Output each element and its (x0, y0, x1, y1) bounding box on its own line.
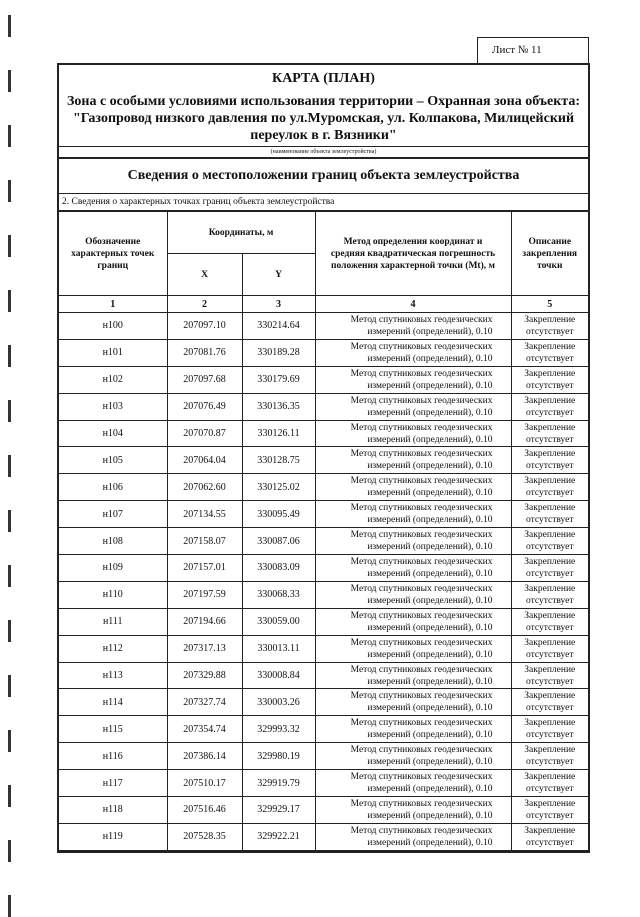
description-line: отсутствует (525, 380, 574, 391)
binding-mark (8, 345, 11, 367)
description-line: отсутствует (525, 649, 574, 660)
description-line: Закрепление (524, 718, 576, 729)
description-cell (511, 608, 588, 635)
method-cell (315, 581, 511, 608)
object-caption: (наименование объекта землеустройства) (59, 146, 588, 159)
description-cell (511, 474, 588, 501)
table-row (59, 823, 588, 850)
coord-y: 330068.33 (242, 581, 315, 608)
method-line: Метод спутниковых геодезических (350, 341, 493, 352)
table-row (59, 339, 588, 366)
binding-mark (8, 15, 11, 37)
method-cell (315, 770, 511, 797)
description-line: Закрепление (524, 503, 576, 514)
method-cell (315, 528, 511, 555)
description-line: отсутствует (525, 326, 574, 337)
table-row (59, 474, 588, 501)
document-title: КАРТА (ПЛАН) (272, 71, 375, 86)
coord-y: 330008.84 (242, 662, 315, 689)
method-cell (315, 339, 511, 366)
method-line: измерений (определений), 0.10 (367, 515, 493, 526)
binding-mark (8, 510, 11, 532)
description-cell (511, 770, 588, 797)
method-line: Метод спутниковых геодезических (350, 798, 493, 809)
header-x: X (167, 254, 242, 296)
description-line: Закрепление (524, 664, 576, 675)
description-cell (511, 339, 588, 366)
point-id: н109 (59, 555, 167, 582)
description-cell (511, 581, 588, 608)
method-line: Метод спутниковых геодезических (350, 449, 493, 460)
table-row (59, 555, 588, 582)
method-line: Метод спутниковых геодезических (350, 556, 493, 567)
method-line: измерений (определений), 0.10 (367, 542, 493, 553)
column-number: 4 (315, 296, 511, 313)
method-line: Метод спутниковых геодезических (350, 530, 493, 541)
description-cell (511, 797, 588, 824)
header-method: Метод определения координат и средняя квадратическая погрешность положения характерной точки (Mt), м (315, 212, 511, 296)
coord-y: 330136.35 (242, 393, 315, 420)
description-cell (511, 716, 588, 743)
description-line: Закрепление (524, 772, 576, 783)
point-id: н108 (59, 528, 167, 555)
description-cell (511, 393, 588, 420)
point-id: н118 (59, 797, 167, 824)
point-id: н103 (59, 393, 167, 420)
description-line: Закрепление (524, 314, 576, 325)
coord-y: 330214.64 (242, 313, 315, 340)
description-cell (511, 447, 588, 474)
description-cell (511, 823, 588, 850)
method-line: измерений (определений), 0.10 (367, 434, 493, 445)
sheet-number: Лист № 11 (477, 37, 589, 63)
method-line: измерений (определений), 0.10 (367, 703, 493, 714)
point-id: н101 (59, 339, 167, 366)
point-id: н115 (59, 716, 167, 743)
description-cell (511, 689, 588, 716)
column-number: 5 (511, 296, 588, 313)
method-line: измерений (определений), 0.10 (367, 353, 493, 364)
coord-y: 329922.21 (242, 823, 315, 850)
method-cell (315, 555, 511, 582)
coord-y: 330013.11 (242, 635, 315, 662)
coord-x: 207197.59 (167, 581, 242, 608)
subtitle-line: Зона с особыми условиями использования территории – Охранная зона объекта: (66, 94, 581, 109)
coord-x: 207097.10 (167, 313, 242, 340)
coord-x: 207516.46 (167, 797, 242, 824)
method-line: Метод спутниковых геодезических (350, 368, 493, 379)
method-line: Метод спутниковых геодезических (350, 422, 493, 433)
method-line: Метод спутниковых геодезических (350, 395, 493, 406)
point-id: н117 (59, 770, 167, 797)
description-line: отсутствует (525, 434, 574, 445)
method-line: Метод спутниковых геодезических (350, 314, 493, 325)
method-cell (315, 635, 511, 662)
binding-mark (8, 125, 11, 147)
table-row (59, 635, 588, 662)
description-cell (511, 528, 588, 555)
coord-x: 207064.04 (167, 447, 242, 474)
table-row (59, 716, 588, 743)
method-line: Метод спутниковых геодезических (350, 691, 493, 702)
method-line: Метод спутниковых геодезических (350, 745, 493, 756)
method-cell (315, 662, 511, 689)
header-coordinates: Координаты, м (167, 212, 315, 254)
description-line: отсутствует (525, 461, 574, 472)
description-line: отсутствует (525, 730, 574, 741)
coord-y: 329980.19 (242, 743, 315, 770)
coord-y: 330087.06 (242, 528, 315, 555)
column-number: 1 (59, 296, 167, 313)
description-cell (511, 366, 588, 393)
point-id: н112 (59, 635, 167, 662)
binding-mark (8, 400, 11, 422)
method-line: измерений (определений), 0.10 (367, 676, 493, 687)
description-line: отсутствует (525, 703, 574, 714)
method-cell (315, 447, 511, 474)
method-line: Метод спутниковых геодезических (350, 583, 493, 594)
description-line: Закрепление (524, 691, 576, 702)
subtitle-line: переулок в г. Вязники" (250, 128, 397, 143)
binding-mark (8, 840, 11, 862)
method-line: Метод спутниковых геодезических (350, 664, 493, 675)
column-numbers-row (59, 296, 588, 313)
description-line: отсутствует (525, 515, 574, 526)
description-line: отсутствует (525, 757, 574, 768)
header-designation: Обозначение характерных точек границ (59, 212, 167, 296)
table-row (59, 501, 588, 528)
coord-x: 207386.14 (167, 743, 242, 770)
point-id: н110 (59, 581, 167, 608)
binding-mark (8, 565, 11, 587)
description-line: Закрепление (524, 476, 576, 487)
method-line: Метод спутниковых геодезических (350, 825, 493, 836)
header-y: Y (242, 254, 315, 296)
header-description: Описание закрепления точки (511, 212, 588, 296)
point-id: н104 (59, 420, 167, 447)
description-line: отсутствует (525, 622, 574, 633)
binding-mark (8, 620, 11, 642)
description-line: Закрепление (524, 422, 576, 433)
method-line: измерений (определений), 0.10 (367, 730, 493, 741)
description-line: Закрепление (524, 341, 576, 352)
method-cell (315, 797, 511, 824)
method-line: измерений (определений), 0.10 (367, 622, 493, 633)
coord-x: 207327.74 (167, 689, 242, 716)
coord-x: 207097.68 (167, 366, 242, 393)
method-cell (315, 474, 511, 501)
point-id: н119 (59, 823, 167, 850)
coord-x: 207157.01 (167, 555, 242, 582)
method-line: Метод спутниковых геодезических (350, 503, 493, 514)
coord-y: 330126.11 (242, 420, 315, 447)
method-cell (315, 823, 511, 850)
binding-mark (8, 235, 11, 257)
description-line: отсутствует (525, 353, 574, 364)
binding-mark (8, 895, 11, 917)
binding-mark (8, 675, 11, 697)
description-line: Закрепление (524, 745, 576, 756)
table-row (59, 581, 588, 608)
method-line: Метод спутниковых геодезических (350, 610, 493, 621)
description-line: отсутствует (525, 488, 574, 499)
method-line: измерений (определений), 0.10 (367, 649, 493, 660)
column-number: 2 (167, 296, 242, 313)
method-line: измерений (определений), 0.10 (367, 810, 493, 821)
coord-x: 207070.87 (167, 420, 242, 447)
description-line: Закрепление (524, 368, 576, 379)
description-line: Закрепление (524, 395, 576, 406)
method-cell (315, 501, 511, 528)
coord-x: 207510.17 (167, 770, 242, 797)
binding-mark (8, 455, 11, 477)
description-cell (511, 420, 588, 447)
method-line: измерений (определений), 0.10 (367, 757, 493, 768)
column-number: 3 (242, 296, 315, 313)
method-line: измерений (определений), 0.10 (367, 784, 493, 795)
points-table (59, 211, 588, 851)
description-line: отсутствует (525, 595, 574, 606)
coord-x: 207134.55 (167, 501, 242, 528)
coord-y: 329993.32 (242, 716, 315, 743)
binding-mark (8, 730, 11, 752)
point-id: н100 (59, 313, 167, 340)
table-row (59, 797, 588, 824)
table-row (59, 447, 588, 474)
coord-x: 207194.66 (167, 608, 242, 635)
table-row (59, 393, 588, 420)
binding-mark (8, 180, 11, 202)
method-line: измерений (определений), 0.10 (367, 568, 493, 579)
coord-y: 330095.49 (242, 501, 315, 528)
description-line: Закрепление (524, 530, 576, 541)
description-line: отсутствует (525, 676, 574, 687)
coord-x: 207329.88 (167, 662, 242, 689)
coord-x: 207081.76 (167, 339, 242, 366)
coord-y: 329929.17 (242, 797, 315, 824)
method-cell (315, 743, 511, 770)
description-line: Закрепление (524, 637, 576, 648)
coord-x: 207317.13 (167, 635, 242, 662)
subsection-title: 2. Сведения о характерных точках границ объекта землеустройства (59, 194, 588, 211)
coord-y: 330003.26 (242, 689, 315, 716)
document-subtitle (59, 93, 588, 144)
method-cell (315, 689, 511, 716)
method-cell (315, 420, 511, 447)
table-row (59, 366, 588, 393)
method-cell (315, 716, 511, 743)
point-id: н107 (59, 501, 167, 528)
description-line: Закрепление (524, 798, 576, 809)
point-id: н111 (59, 608, 167, 635)
method-line: измерений (определений), 0.10 (367, 326, 493, 337)
coord-y: 329919.79 (242, 770, 315, 797)
point-id: н106 (59, 474, 167, 501)
description-line: отсутствует (525, 810, 574, 821)
coord-x: 207076.49 (167, 393, 242, 420)
method-cell (315, 393, 511, 420)
method-line: Метод спутниковых геодезических (350, 718, 493, 729)
binding-mark (8, 70, 11, 92)
binding-marks (8, 0, 14, 905)
description-line: Закрепление (524, 610, 576, 621)
table-row (59, 743, 588, 770)
description-line: отсутствует (525, 407, 574, 418)
binding-mark (8, 785, 11, 807)
coord-x: 207062.60 (167, 474, 242, 501)
description-line: Закрепление (524, 449, 576, 460)
description-line: Закрепление (524, 556, 576, 567)
coord-y: 330179.69 (242, 366, 315, 393)
method-line: измерений (определений), 0.10 (367, 461, 493, 472)
method-line: Метод спутниковых геодезических (350, 637, 493, 648)
coord-x: 207354.74 (167, 716, 242, 743)
method-cell (315, 313, 511, 340)
description-line: отсутствует (525, 568, 574, 579)
coord-y: 330128.75 (242, 447, 315, 474)
document-frame (57, 63, 590, 853)
coord-y: 330083.09 (242, 555, 315, 582)
description-cell (511, 313, 588, 340)
method-line: измерений (определений), 0.10 (367, 407, 493, 418)
description-cell (511, 662, 588, 689)
table-row (59, 420, 588, 447)
description-cell (511, 743, 588, 770)
point-id: н116 (59, 743, 167, 770)
method-cell (315, 366, 511, 393)
table-row (59, 662, 588, 689)
table-row (59, 770, 588, 797)
description-cell (511, 555, 588, 582)
coord-x: 207158.07 (167, 528, 242, 555)
method-line: Метод спутниковых геодезических (350, 476, 493, 487)
description-line: Закрепление (524, 825, 576, 836)
coord-y: 330125.02 (242, 474, 315, 501)
method-line: измерений (определений), 0.10 (367, 380, 493, 391)
method-line: измерений (определений), 0.10 (367, 595, 493, 606)
method-cell (315, 608, 511, 635)
point-id: н105 (59, 447, 167, 474)
table-row (59, 689, 588, 716)
point-id: н114 (59, 689, 167, 716)
coord-x: 207528.35 (167, 823, 242, 850)
description-line: отсутствует (525, 542, 574, 553)
method-line: измерений (определений), 0.10 (367, 488, 493, 499)
description-cell (511, 501, 588, 528)
section-title: Сведения о местоположении границ объекта землеустройства (59, 159, 588, 194)
coord-y: 330059.00 (242, 608, 315, 635)
binding-mark (8, 290, 11, 312)
method-line: измерений (определений), 0.10 (367, 837, 493, 848)
point-id: н113 (59, 662, 167, 689)
table-row (59, 528, 588, 555)
description-line: отсутствует (525, 784, 574, 795)
coord-y: 330189.28 (242, 339, 315, 366)
point-id: н102 (59, 366, 167, 393)
subtitle-line: "Газопровод низкого давления по ул.Муромская, ул. Колпакова, Милицейский (72, 111, 575, 126)
description-line: Закрепление (524, 583, 576, 594)
table-row (59, 313, 588, 340)
description-cell (511, 635, 588, 662)
table-row (59, 608, 588, 635)
description-line: отсутствует (525, 837, 574, 848)
method-line: Метод спутниковых геодезических (350, 772, 493, 783)
